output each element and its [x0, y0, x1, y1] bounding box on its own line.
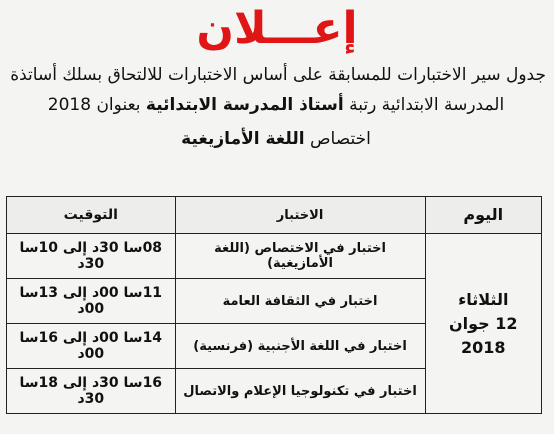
test-cell: اختبار في الاختصاص (اللغة الأمازيغية) [175, 234, 425, 279]
time-cell: 08سا 30د إلى 10سا 30د [7, 234, 176, 279]
test-cell: اختبار في الثقافة العامة [175, 279, 425, 324]
paragraph-line-2-suffix: بعنوان 2018 [47, 95, 146, 115]
time-cell: 16سا 30د إلى 18سا 30د [7, 369, 176, 414]
table-row [7, 234, 542, 279]
test-cell: اختبار في اللغة الأجنبية (فرنسية) [175, 324, 425, 369]
exam-schedule-table [6, 196, 542, 414]
header-day: اليوم [425, 197, 541, 234]
table-header-row [7, 197, 542, 234]
time-cell: 11سا 00د إلى 13سا 00د [7, 279, 176, 324]
header-test: الاختبار [175, 197, 425, 234]
header-time: التوقيت [7, 197, 176, 234]
paragraph-line-3-specialty: اللغة الأمازيغية [181, 129, 305, 149]
day-cell [425, 234, 541, 414]
paragraph-line-2-rank: أستاذ المدرسة الابتدائية [145, 95, 344, 115]
paragraph-line-2 [8, 92, 544, 118]
test-cell: اختبار في تكنولوجيا الإعلام والاتصال [175, 369, 425, 414]
paragraph-line-2-prefix: المدرسة الابتدائية رتبة [343, 95, 505, 115]
paragraph-line-3 [8, 126, 544, 152]
day-name: الثلاثاء [458, 289, 509, 309]
paragraph-line-3-prefix: اختصاص [304, 129, 371, 149]
day-date: 12 جوان 2018 [448, 313, 518, 357]
announcement-title: إعـــلان [196, 3, 358, 54]
time-cell: 14سا 00د إلى 16سا 00د [7, 324, 176, 369]
paragraph-line-1: جدول سير الاختبارات للمسابقة على أساس الاختبارات للالتحاق بسلك أساتذة [10, 65, 546, 85]
